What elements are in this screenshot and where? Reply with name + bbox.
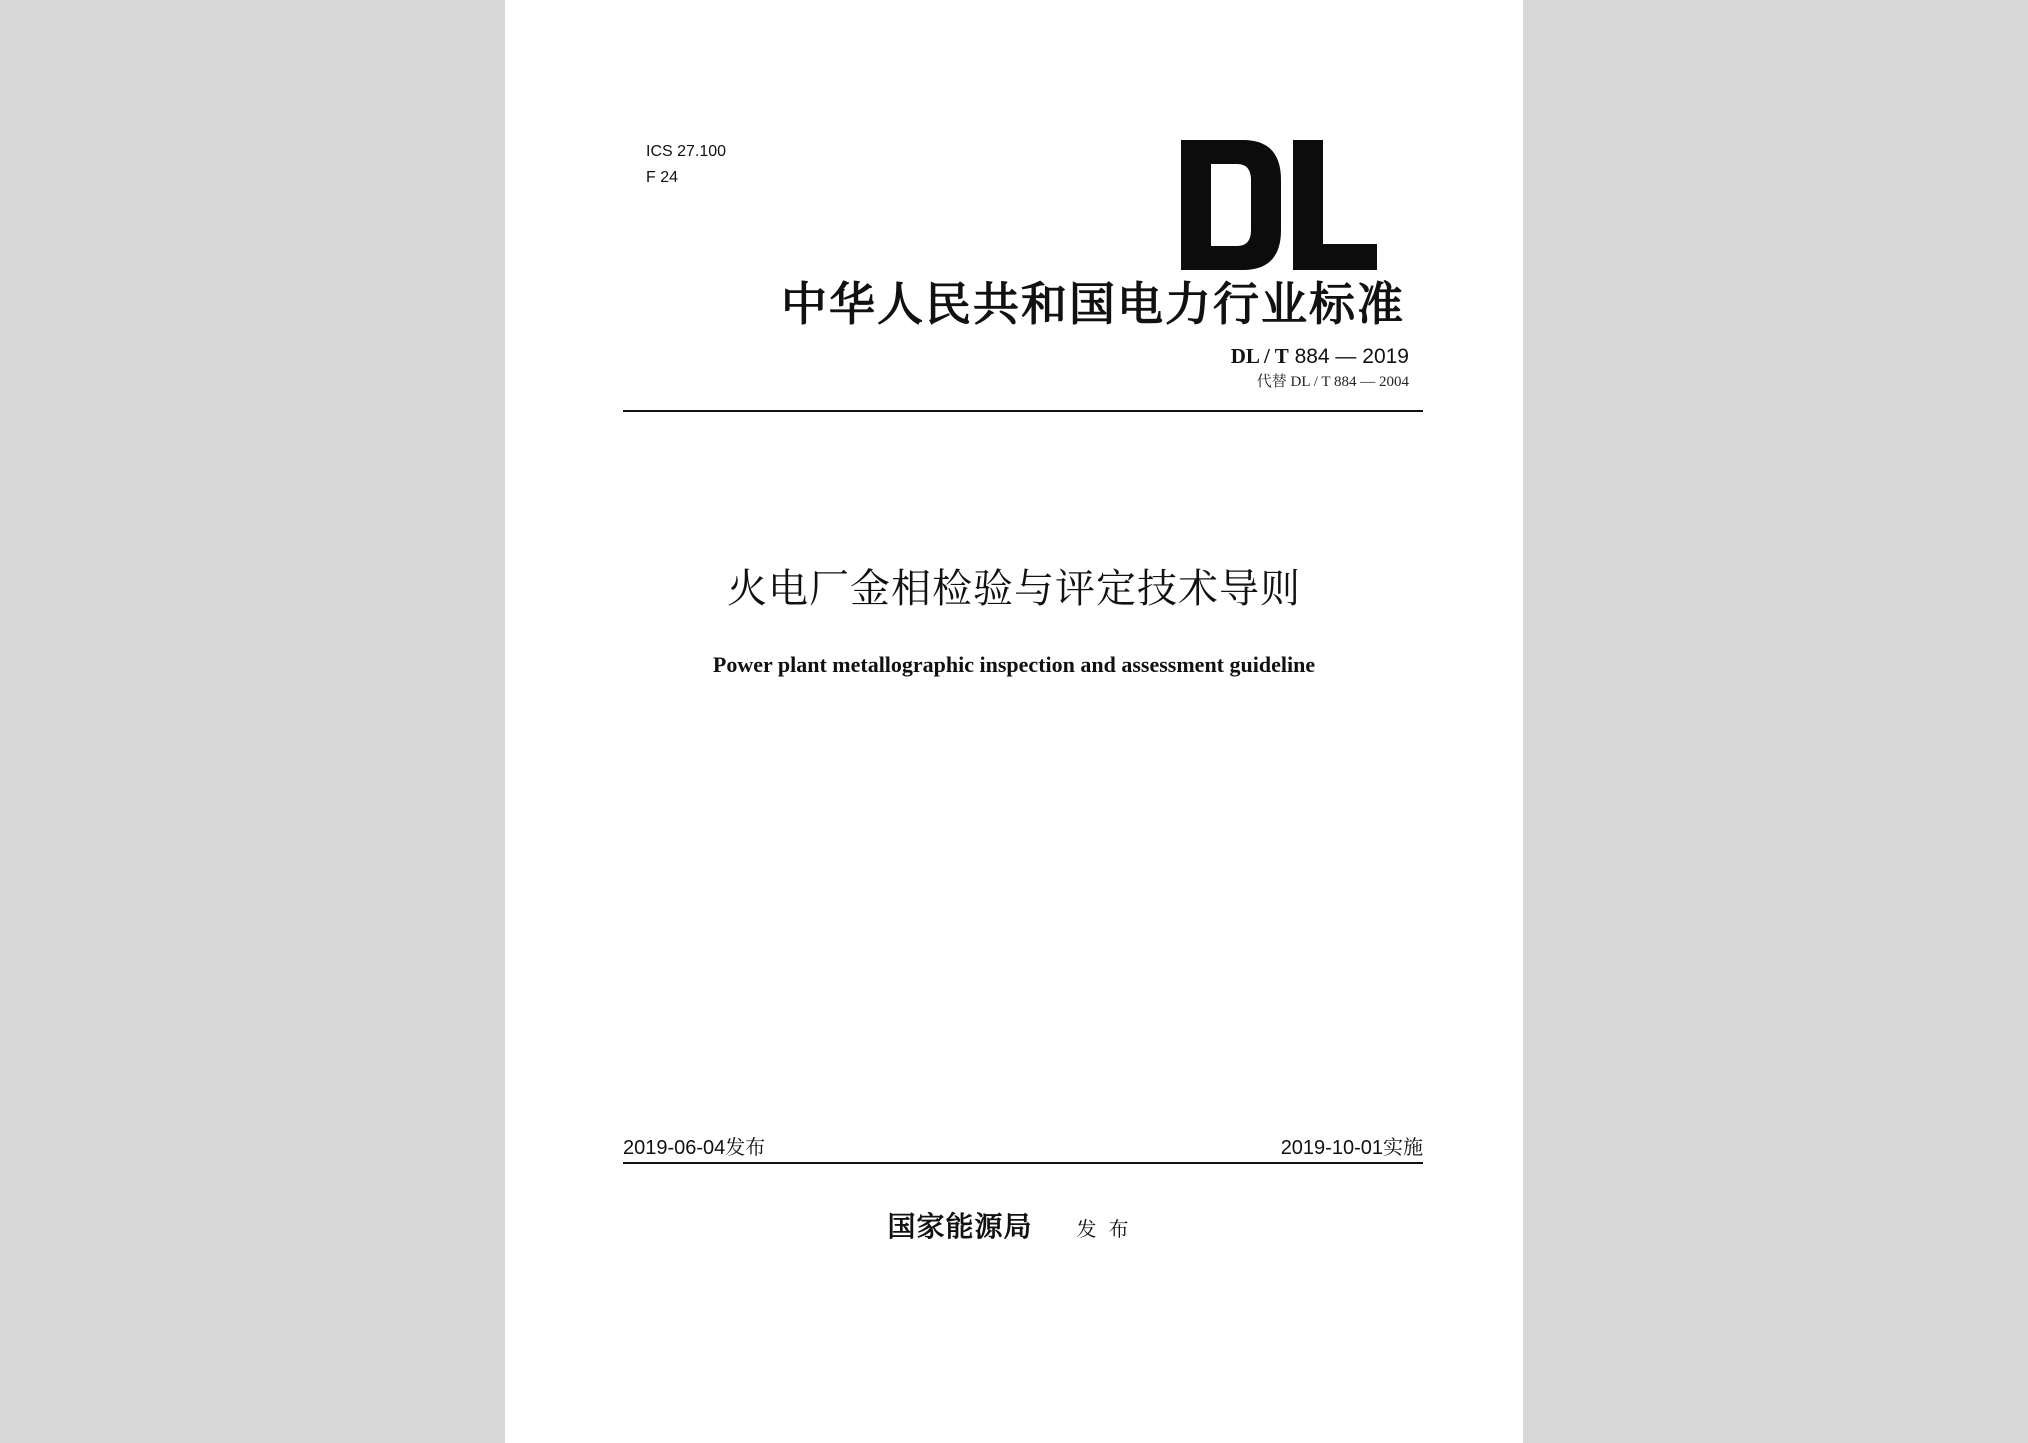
footer-divider — [623, 1162, 1423, 1164]
chinese-title: 火电厂金相检验与评定技术导则 — [727, 566, 1301, 612]
publisher-name: 国家能源局 — [887, 1210, 1033, 1243]
replaces-standard: 代替 DL / T 884 — 2004 — [1256, 374, 1409, 390]
english-title: Power plant metallographic inspection and assessment guideline — [712, 652, 1316, 677]
standard-code: 884 — 2019 — [1294, 345, 1409, 368]
publisher-line — [505, 1205, 1523, 1245]
ccs-code: F 24 — [646, 169, 679, 186]
publish-label: 发布 — [1076, 1217, 1141, 1241]
dl-logo — [1181, 140, 1377, 270]
release-date: 2019-06-04发布 — [623, 1137, 766, 1159]
ics-code: ICS 27.100 — [646, 143, 727, 160]
standard-number — [1231, 344, 1409, 369]
document-page — [505, 0, 1523, 1443]
header-divider — [623, 410, 1423, 412]
classification-codes — [646, 139, 726, 191]
effective-date: 2019-10-01实施 — [1280, 1137, 1423, 1159]
organization-title: 中华人民共和国电力行业标准 — [781, 277, 1405, 331]
standard-prefix: DL / T — [1230, 344, 1289, 368]
